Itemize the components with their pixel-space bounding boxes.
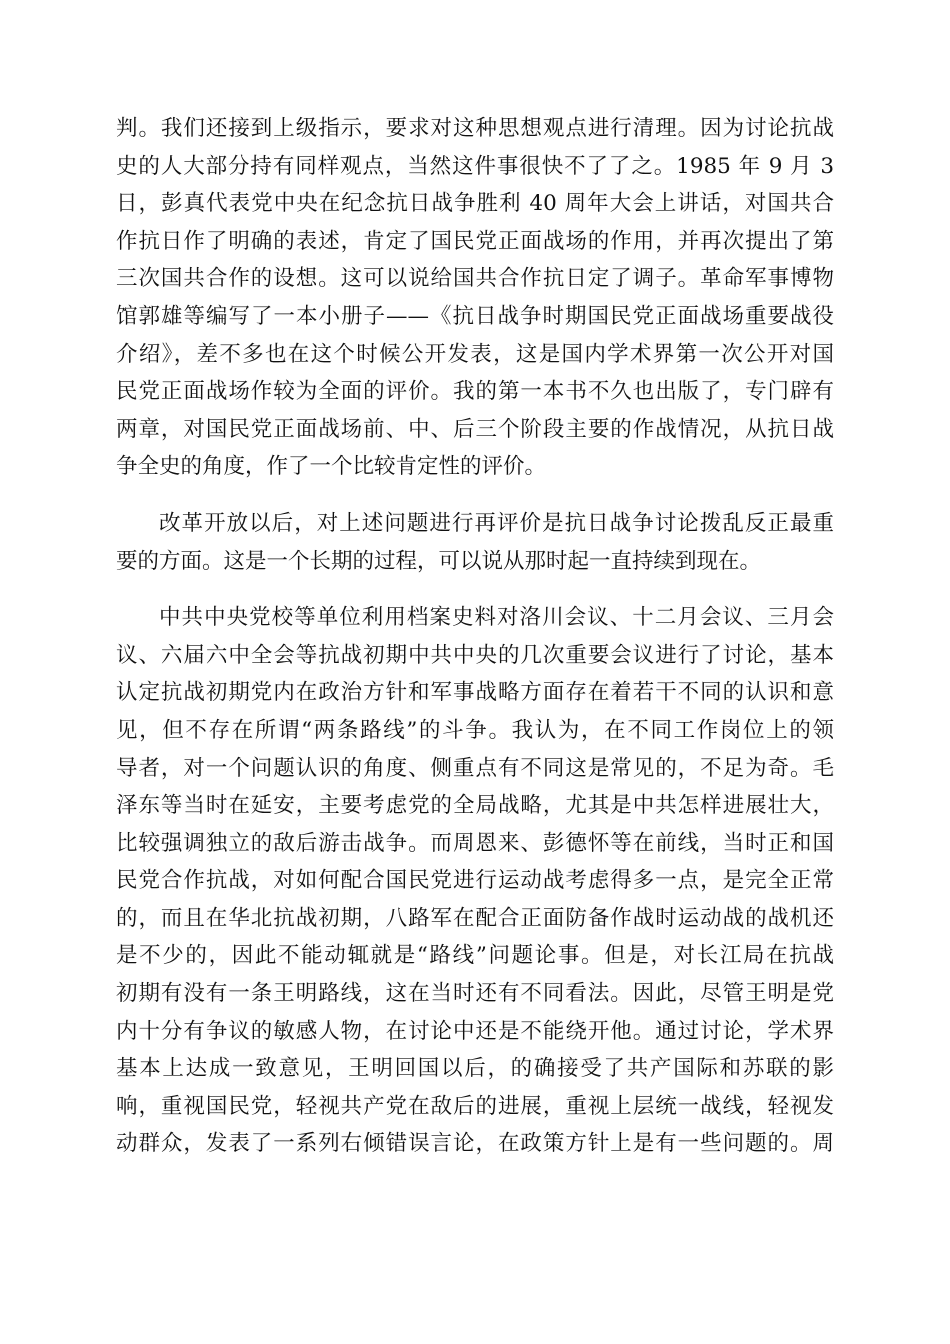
text-line: 两章，对国民党正面战场前、中、后三个阶段主要的作战情况，从抗日战 [116, 416, 834, 442]
text-line: 日，彭真代表党中央在纪念抗日战争胜利 40 周年大会上讲话，对国共合 [116, 191, 834, 217]
text-line: 是不少的，因此不能动辄就是“路线”问题论事。但是，对长江局在抗战 [116, 943, 834, 969]
text-line: 议、六届六中全会等抗战初期中共中央的几次重要会议进行了讨论，基本 [116, 642, 834, 668]
text-line: 见，但不存在所谓“两条路线”的斗争。我认为，在不同工作岗位上的领 [116, 717, 834, 743]
text-line: 响，重视国民党，轻视共产党在敌后的进展，重视上层统一战线，轻视发 [116, 1093, 834, 1119]
text-line: 馆郭雄等编写了一本小册子——《抗日战争时期国民党正面战场重要战役 [116, 303, 834, 329]
text-line: 比较强调独立的敌后游击战争。而周恩来、彭德怀等在前线，当时正和国 [116, 830, 834, 856]
text-line: 史的人大部分持有同样观点，当然这件事很快不了了之。1985 年 9 月 3 [116, 153, 834, 179]
paragraph-3 [116, 599, 834, 1163]
text-line: 作抗日作了明确的表述，肯定了国民党正面战场的作用，并再次提出了第 [116, 228, 834, 254]
text-line: 要的方面。这是一个长期的过程，可以说从那时起一直持续到现在。 [116, 548, 762, 574]
text-line: 改革开放以后，对上述问题进行再评价是抗日战争讨论拨乱反正最重 [159, 510, 834, 536]
text-line: 初期有没有一条王明路线，这在当时还有不同看法。因此，尽管王明是党 [116, 981, 834, 1007]
text-line: 民党正面战场作较为全面的评价。我的第一本书不久也出版了，专门辟有 [116, 379, 834, 405]
paragraph-2 [116, 505, 834, 580]
paragraph-spacer [116, 580, 834, 599]
text-line: 争全史的角度，作了一个比较肯定性的评价。 [116, 454, 547, 480]
text-line: 三次国共合作的设想。这可以说给国共合作抗日定了调子。革命军事博物 [116, 266, 834, 292]
text-line: 介绍》，差不多也在这个时候公开发表，这是国内学术界第一次公开对国 [116, 341, 834, 367]
text-line: 泽东等当时在延安，主要考虑党的全局战略，尤其是中共怎样进展壮大， [116, 793, 834, 819]
document-page [116, 110, 834, 1163]
text-line: 判。我们还接到上级指示，要求对这种思想观点进行清理。因为讨论抗战 [116, 116, 834, 141]
paragraph-spacer [116, 486, 834, 505]
text-line: 民党合作抗战，对如何配合国民党进行运动战考虑得多一点，是完全正常 [116, 868, 834, 894]
text-line: 认定抗战初期党内在政治方针和军事战略方面存在着若干不同的认识和意 [116, 680, 834, 706]
paragraph-1 [116, 110, 834, 486]
text-line: 导者，对一个问题认识的角度、侧重点有不同这是常见的，不足为奇。毛 [116, 755, 834, 781]
text-line: 基本上达成一致意见，王明回国以后，的确接受了共产国际和苏联的影 [116, 1056, 834, 1082]
text-line: 内十分有争议的敏感人物，在讨论中还是不能绕开他。通过讨论，学术界 [116, 1018, 834, 1044]
text-line: 中共中央党校等单位利用档案史料对洛川会议、十二月会议、三月会 [159, 605, 834, 631]
text-line: 的，而且在华北抗战初期，八路军在配合正面防备作战时运动战的战机还 [116, 905, 834, 931]
text-line: 动群众，发表了一系列右倾错误言论，在政策方针上是有一些问题的。周 [116, 1131, 834, 1157]
